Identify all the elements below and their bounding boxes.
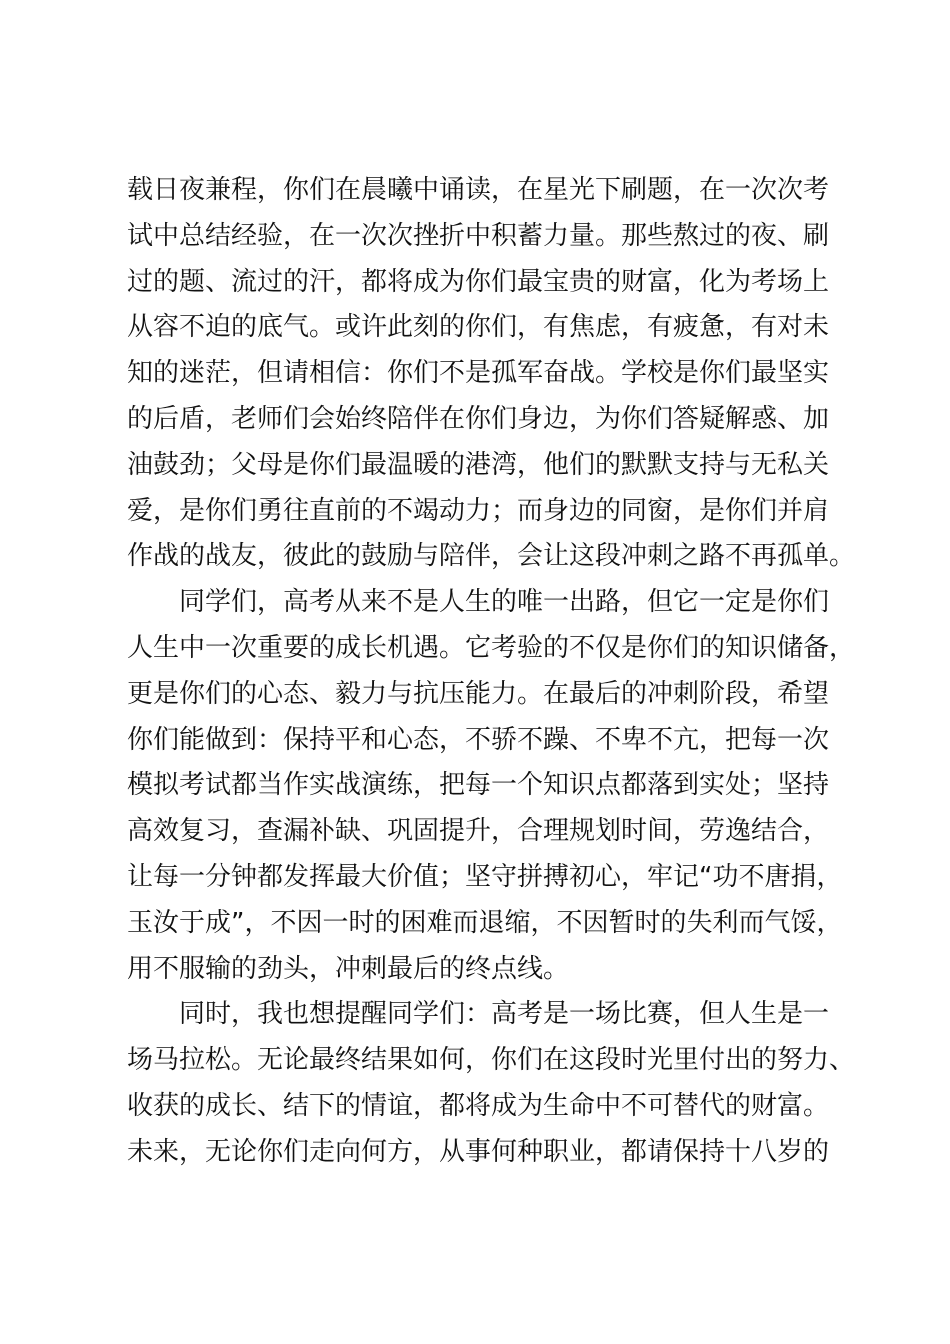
- text-line: 人生中一次重要的成长机遇。它考验的不仅是你们的知识储备，: [127, 632, 856, 663]
- text-line: 知的迷茫，但请相信：你们不是孤军奋战。学校是你们最坚实: [127, 358, 830, 389]
- text-line: 从容不迫的底气。或许此刻的你们，有焦虑，有疲惫，有对未: [127, 312, 830, 343]
- paragraph-first-line: 同时，我也想提醒同学们：高考是一场比赛，但人生是一: [179, 999, 830, 1030]
- text-line: 试中总结经验，在一次次挫折中积蓄力量。那些熬过的夜、刷: [127, 220, 830, 251]
- text-line: 过的题、流过的汗，都将成为你们最宝贵的财富，化为考场上: [127, 266, 830, 297]
- body-text: [127, 168, 856, 1176]
- text-line: 玉汝于成”，不因一时的困难而退缩，不因暂时的失利而气馁，: [127, 907, 843, 938]
- text-line: 收获的成长、结下的情谊，都将成为生命中不可替代的财富。: [127, 1090, 830, 1121]
- paragraph-first-line: 同学们，高考从来不是人生的唯一出路，但它一定是你们: [179, 587, 830, 618]
- text-line: 的后盾，老师们会始终陪伴在你们身边，为你们答疑解惑、加: [127, 403, 830, 434]
- text-line: 载日夜兼程，你们在晨曦中诵读，在星光下刷题，在一次次考: [127, 175, 830, 205]
- text-line: 模拟考试都当作实战演练，把每一个知识点都落到实处；坚持: [127, 770, 830, 801]
- text-line: 用不服输的劲头，冲刺最后的终点线。: [127, 953, 570, 984]
- text-line: 让每一分钟都发挥最大价值；坚守拼搏初心，牢记“功不唐捐，: [127, 861, 843, 892]
- text-line: 未来，无论你们走向何方，从事何种职业，都请保持十八岁的: [127, 1136, 830, 1167]
- text-line: 你们能做到：保持平和心态，不骄不躁、不卑不亢，把每一次: [127, 724, 830, 755]
- text-line: 高效复习，查漏补缺、巩固提升，合理规划时间，劳逸结合，: [127, 816, 830, 847]
- text-line: 作战的战友，彼此的鼓励与陪伴，会让这段冲刺之路不再孤单。: [127, 541, 856, 572]
- text-line: 更是你们的心态、毅力与抗压能力。在最后的冲刺阶段，希望: [127, 678, 830, 709]
- text-line: 场马拉松。无论最终结果如何，你们在这段时光里付出的努力、: [127, 1045, 856, 1076]
- text-line: 油鼓劲；父母是你们最温暖的港湾，他们的默默支持与无私关: [127, 449, 830, 480]
- text-line: 爱，是你们勇往直前的不竭动力；而身边的同窗，是你们并肩: [127, 495, 830, 526]
